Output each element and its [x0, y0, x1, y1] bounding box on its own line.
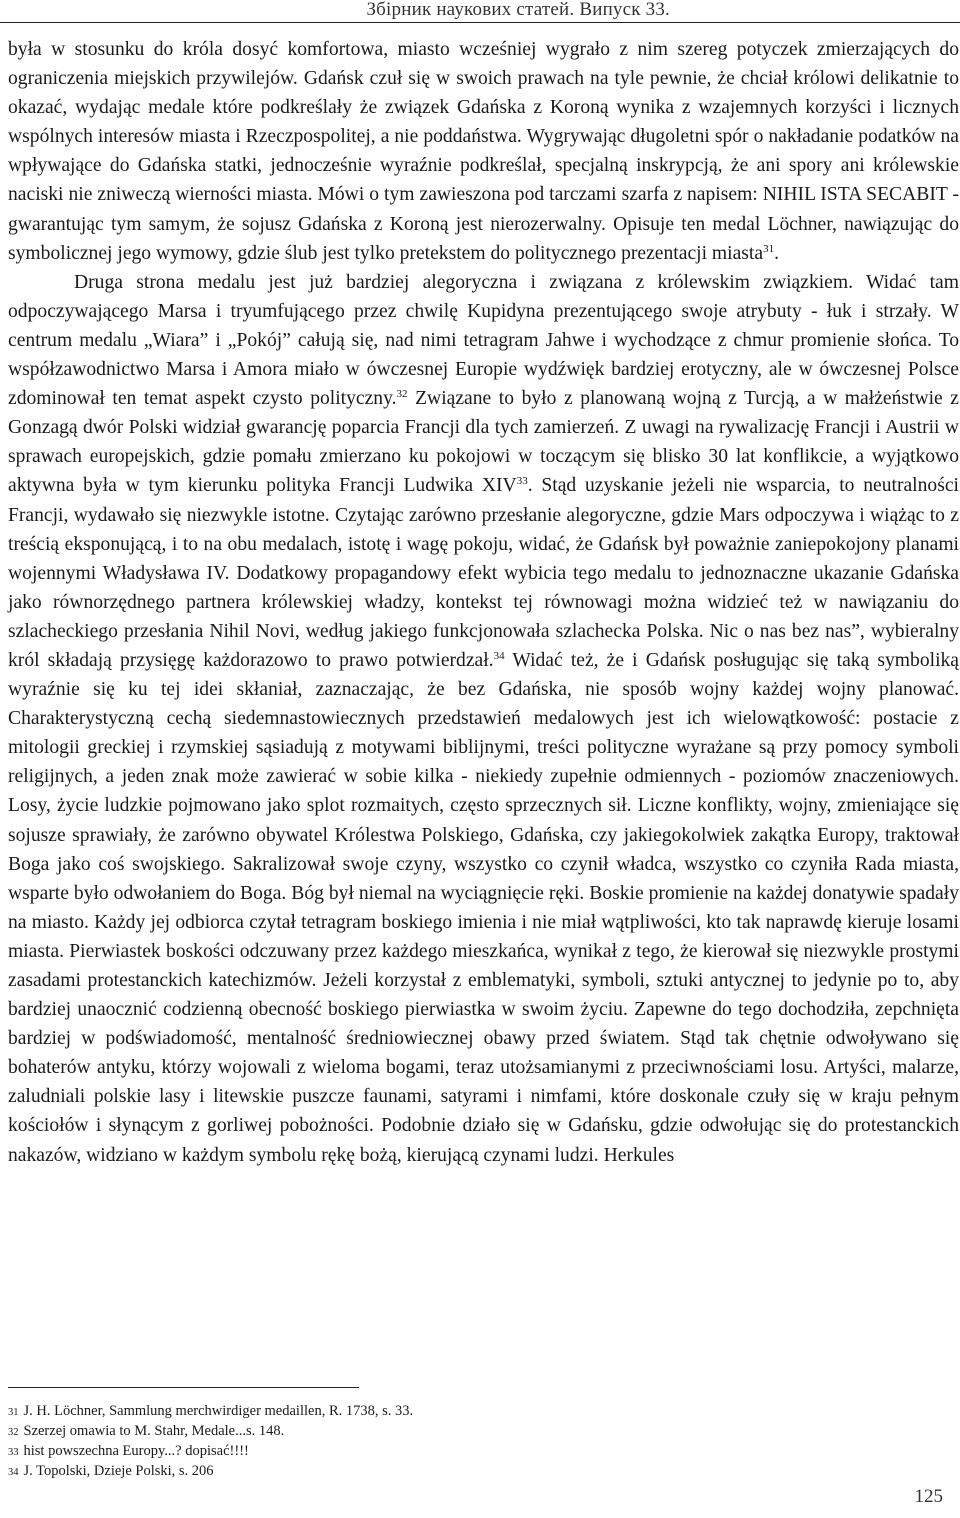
text-run: była w stosunku do króla dosyć komfortowa, miasto wcześniej wygrało z nim szereg potyczek zmierzających do ograniczenia miejskich przywilejów. Gdańsk czuł się w swoich prawach na tyle pewnie, że chciał królowi delikatnie to okazać, wydając medale które podkreślały że związek Gdańska z Koroną wynika z wzajemnych korzyści i licznych wspólnych interesów miasta i Rzeczpospolitej, a nie poddaństwa. Wygrywając długoletni spór o nakładanie podatków na wpływające do Gdańska statki, jednocześnie wyraźnie podkreślał, specjalną inskrypcją, że ani spory ani królewskie naciski nie zniweczą wierności miasta. Mówi o tym zawieszona pod tarczami szarfa z napisem: NIHIL ISTA SECABIT - gwarantując tym samym, że sojusz Gdańska z Koroną jest nierozerwalny. Opisuje ten medal Löchner, nawiązując do symbolicznej jego wymowy, gdzie ślub jest tylko pretekstem do politycznego prezentacji miasta	[8, 39, 959, 264]
text-run: Związane to było z planowaną wojną z Turcją, a w małżeństwie z Gonzagą dwór Polski widział gwarancję poparcia Francji dla tych zamierzeń. Z uwagi na rywalizację Francji i Austrii w sprawach europejskich, gdzie pomału zmierzano ku pokojowi w toczącym się blisko 30 lat konflikcie, a wyjątkowo aktywna była w tym kierunku polityka Francji Ludwika XIV	[8, 388, 959, 497]
footnote-text: J. Topolski, Dzieje Polski, s. 206	[23, 1463, 214, 1479]
main-text	[8, 35, 959, 1170]
running-title: Збірник наукових статей. Випуск 33.	[366, 0, 670, 20]
paragraph	[8, 35, 959, 268]
footnote-rule	[8, 1387, 359, 1388]
header-rule	[0, 22, 960, 23]
footnote-ref-31[interactable]: 31	[763, 242, 775, 255]
footnote-ref-34[interactable]: 34	[493, 649, 505, 662]
footnote-ref-33[interactable]: 33	[516, 475, 528, 488]
footnote-item	[8, 1442, 413, 1462]
text-run: Druga strona medalu jest już bardziej alegoryczna i związana z królewskim związkiem. Widać tam odpoczywającego Marsa i tryumfującego przez chwilę Kupidyna prezentującego swoje atrybuty - łuk i strzały. W centrum medalu „Wiara” i „Pokój” całują się, nad nimi tetragram Jahwe i wychodzące z chmur promienie słońca. To współzawodnictwo Marsa i Amora miało w ówczesnej Europie wydźwięk bardziej erotyczny, ale w ówczesnej Polsce zdominował ten temat aspekt czysto polityczny.	[8, 271, 959, 410]
footnote-number: 33	[8, 1447, 19, 1458]
footnote-ref-32[interactable]: 32	[396, 388, 408, 401]
footnotes	[8, 1402, 413, 1482]
text-run: Widać też, że i Gdańsk posługując się taką symboliką wyraźnie się ku tej idei skłaniał, zaznaczając, że bez Gdańska, nie sposób wojny każdej wojny planować. Charakterystyczną cechą siedemnastowiecznych przedstawień medalowych jest ich wielowątkowość: postacie z mitologii greckiej i rzymskiej sąsiadują z motywami biblijnymi, treści polityczne wyrażane są przy pomocy symboli religijnych, a jeden znak może zawierać w sobie kilka - niekiedy zupełnie odmiennych - poziomów znaczeniowych. Losy, życie ludzkie pojmowano jako splot rozmaitych, często sprzecznych sił. Liczne konflikty, wojny, zmieniające się sojusze sprawiały, że zarówno obywatel Królestwa Polskiego, Gdańska, czy jakiegokolwiek zakątka Europy, traktował Boga jako coś swojskiego. Sakralizował swoje czyny, wszystko co czynił władca, wszystko co czyniła Rada miasta, wsparte było odwołaniem do Boga. Bóg był niemal na wyciągnięcie ręki. Boskie promienie na każdej donatywie spadały na miasto. Każdy jej odbiorca czytał tetragram boskiego imienia i nie miał wątpliwości, kto tak naprawdę kieruje losami miasta. Pierwiastek boskości odczuwany przez każdego mieszkańca, wynikał z tego, że kierował się niezwykle prostymi zasadami protestanckich katechizmów. Jeżeli korzystał z emblematyki, symboli, sztuki antycznej to jedynie po to, aby bardziej unaocznić codzienną obecność boskiego pierwiastka w swoim życiu. Zapewne do tego dochodziła, zepchnięta bardziej w podświadomość, mentalność średniowiecznej obawy przed światem. Stąd tak chętnie odwoływano się bohaterów antyku, którzy wojowali z wieloma bogami, teraz utożsamianymi z przeciwnościami losu. Artyści, malarze, zaludniali polskie lasy i litewskie puszcze faunami, satyrami i nimfami, które doskonale czuły się w kraju pełnym kościołów i słynącym z gorliwej pobożności. Podobnie działo się w Gdańsku, gdzie odwołując się do protestanckich nakazów, widziano w każdym symbolu rękę bożą, kierującą czynami ludzi. Herkules	[8, 649, 960, 1166]
footnote-item	[8, 1422, 413, 1442]
text-run: .	[774, 242, 779, 264]
footnote-number: 32	[8, 1427, 19, 1438]
footnote-number: 34	[8, 1467, 19, 1478]
text-run: . Stąd uzyskanie jeżeli nie wsparcia, to neutralności Francji, wydawało się niezwykle istotne. Czytając zarówno przesłanie alegoryczne, gdzie Mars odpoczywa i wiążąc to z treścią eksponującą, i to na obu medalach, istotę i wagę pokoju, widać, że Gdańsk był poważnie zaniepokojony planami wojennymi Władysława IV. Dodatkowy propagandowy efekt wybicia tego medalu to jednoznaczne ukazanie Gdańska jako równorzędnego partnera królewskiej władzy, kontekst tej równowagi można widzieć też w nawiązaniu do szlacheckiego przesłania Nihil Novi, według jakiego funkcjonowała szlachecka Polska. Nic o nas bez nas”, wybieralny król składają przysięgę każdorazowo to prawo potwierdzał.	[8, 475, 959, 671]
footnote-number: 31	[8, 1407, 19, 1418]
footnote-text: hist powszechna Europy...? dopisać!!!!	[23, 1443, 249, 1459]
running-header	[0, 0, 960, 26]
footnote-item	[8, 1402, 413, 1422]
footnote-item	[8, 1462, 413, 1482]
footnote-text: Szerzej omawia to M. Stahr, Medale...s. 148.	[23, 1423, 285, 1439]
page-number: 125	[914, 1486, 943, 1507]
paragraph	[8, 268, 959, 1170]
footnote-text: J. H. Löchner, Sammlung merchwirdiger medaillen, R. 1738, s. 33.	[23, 1403, 414, 1419]
